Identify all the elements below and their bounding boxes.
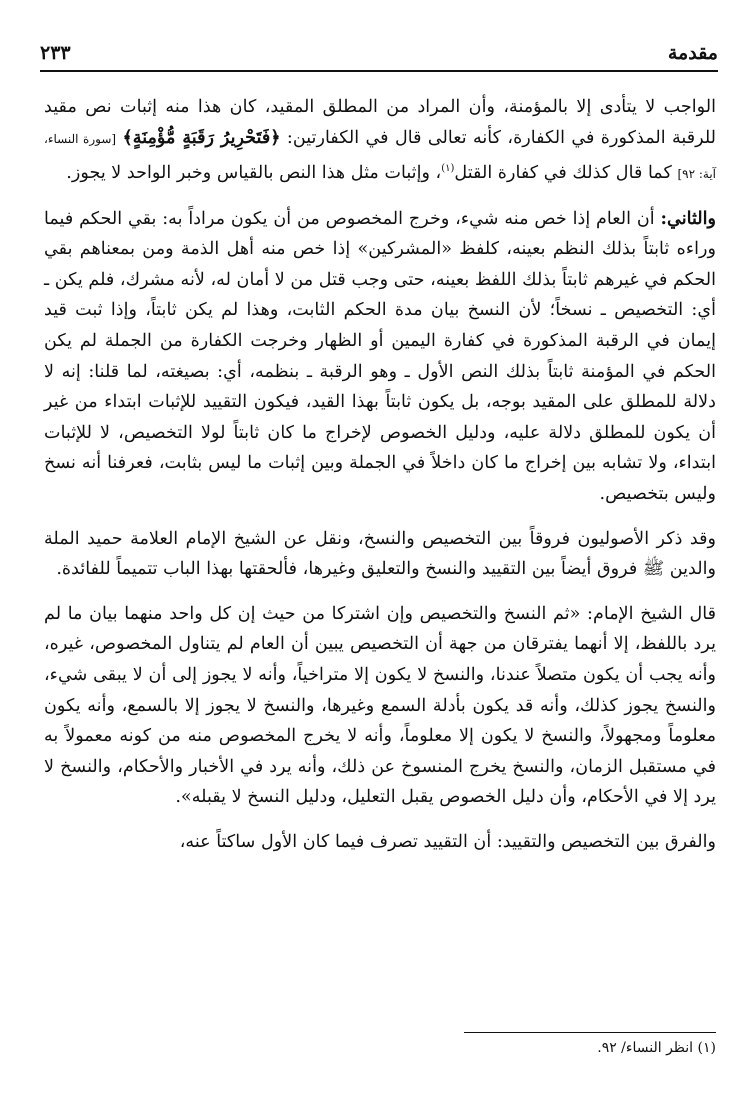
footnote-divider [464,1032,716,1033]
paragraph-1 [44,92,716,190]
paragraph-text: قال الشيخ الإمام: «ثم النسخ والتخصيص وإن اشتركا من حيث إن كل واحد منهما بيان ما لم يرد باللفظ، إلا أنهما يفترقان من جهة أن التخصيص يبين أن العام لم يتناول المخصوص، غيره، وأنه يجب أن يكون متصلاً عندنا، والنسخ لا يكون إلا متراخياً، وأنه لا يجوز إلى أن لا يبقى شيء، والنسخ يجوز كذلك، وأنه قد يكون بأدلة السمع وغيرها، والنسخ لا يجوز إلا بالسمع، وأنه يكون معلوماً ومجهولاً، والنسخ لا يكون إلا معلوماً، وأنه لا يخرج المخصوص منه من كونه معمولاً به في مستقبل الزمان، والنسخ يخرج المنسوخ عن ذلك، وأنه يرد في الأخبار والأحكام، والنسخ لا يرد إلا في الأحكام، وأن دليل الخصوص يقبل التعليل، ودليل النسخ لا يقبله». [44,603,716,808]
paragraph-text: أن العام إذا خص منه شيء، وخرج المخصوص من أن يكون مراداً به: بقي الحكم فيما وراءه ثابتاً بذلك النظم بعينه، كلفظ «المشركين» إذا خص منه أهل الذمة ومن بمعناهم بقي الحكم في غيرهم ثابتاً بذلك اللفظ بعينه، حتى وجب قتل من لا أمان له، لأنه مشرك، فلم يكن ـ أي: التخصيص ـ نسخاً؛ لأن النسخ بيان مدة الحكم الثابت، وهذا لم يكن ثابتاً، وإذا ثبت قيد إيمان في الرقبة المذكورة في كفارة اليمين أو الظهار وخرجت الكفارة من الجملة لم يكن الحكم في المؤمنة ثابتاً بذلك النص الأول ـ وهو الرقبة ـ بنظمه، أي: بصيغته، لما قلنا: إنه لا دلالة للمطلق على المقيد بوجه، بل يكون ثابتاً بهذا القيد، فيكون التقييد للإثبات ابتداء من غير أن يكون للمطلق دلالة عليه، ودليل الخصوص لإخراج ما كان ثابتاً لولا التخصيص، لا للإثبات ابتداء، ولا تشابه بين إخراج ما كان داخلاً في الجملة وبين إثبات ما ليس بثابت، فعرفنا أنه نسخ وليس بتخصيص. [44,208,716,504]
paragraph-5 [44,827,716,858]
paragraph-text-2: كما قال كذلك في كفارة القتل [454,163,672,184]
paragraph-3 [44,524,716,585]
paragraph-text: وقد ذكر الأصوليون فروقاً بين التخصيص والنسخ، ونقل عن الشيخ الإمام العلامة حميد الملة والدين ﷺ فروق أيضاً بين التقييد والنسخ والتعليق وغيرها، فألحقتها بهذا الباب تتميماً للفائدة. [44,528,716,580]
footnote-number: (١) [697,1040,716,1056]
footnote [316,1040,716,1056]
paragraph-2 [44,204,716,510]
paragraph-text: الواجب لا يتأدى إلا بالمؤمنة، وأن المراد من المطلق المقيد، كان هذا منه إثبات نص مقيد للرقبة المذكورة في الكفارة، كأنه تعالى قال في الكفارتين: [44,97,717,148]
page-number: ٢٣٣ [40,42,71,64]
paragraph-text-3: ، وإثبات مثل هذا النص بالقياس وخبر الواحد لا يجوز. [66,163,442,184]
header-title: مقدمة [667,42,718,64]
footnote-text: انظر النساء/ ٩٢. [597,1040,694,1056]
paragraph-lead: والثاني: [660,207,717,229]
paragraph-text: والفرق بين التخصيص والتقييد: أن التقييد تصرف فيما كان الأول ساكتاً عنه، [179,831,716,852]
paragraph-4 [44,599,716,813]
footnote-mark: (١) [441,163,455,175]
verse-reference: [سورة النساء، آية: ٩٢] [44,131,716,182]
quran-verse: ﴿فَتَحْرِيرُ رَقَبَةٍ مُّؤْمِنَةٍ﴾ [122,126,281,148]
page-header [40,40,718,72]
body-text [44,92,716,866]
